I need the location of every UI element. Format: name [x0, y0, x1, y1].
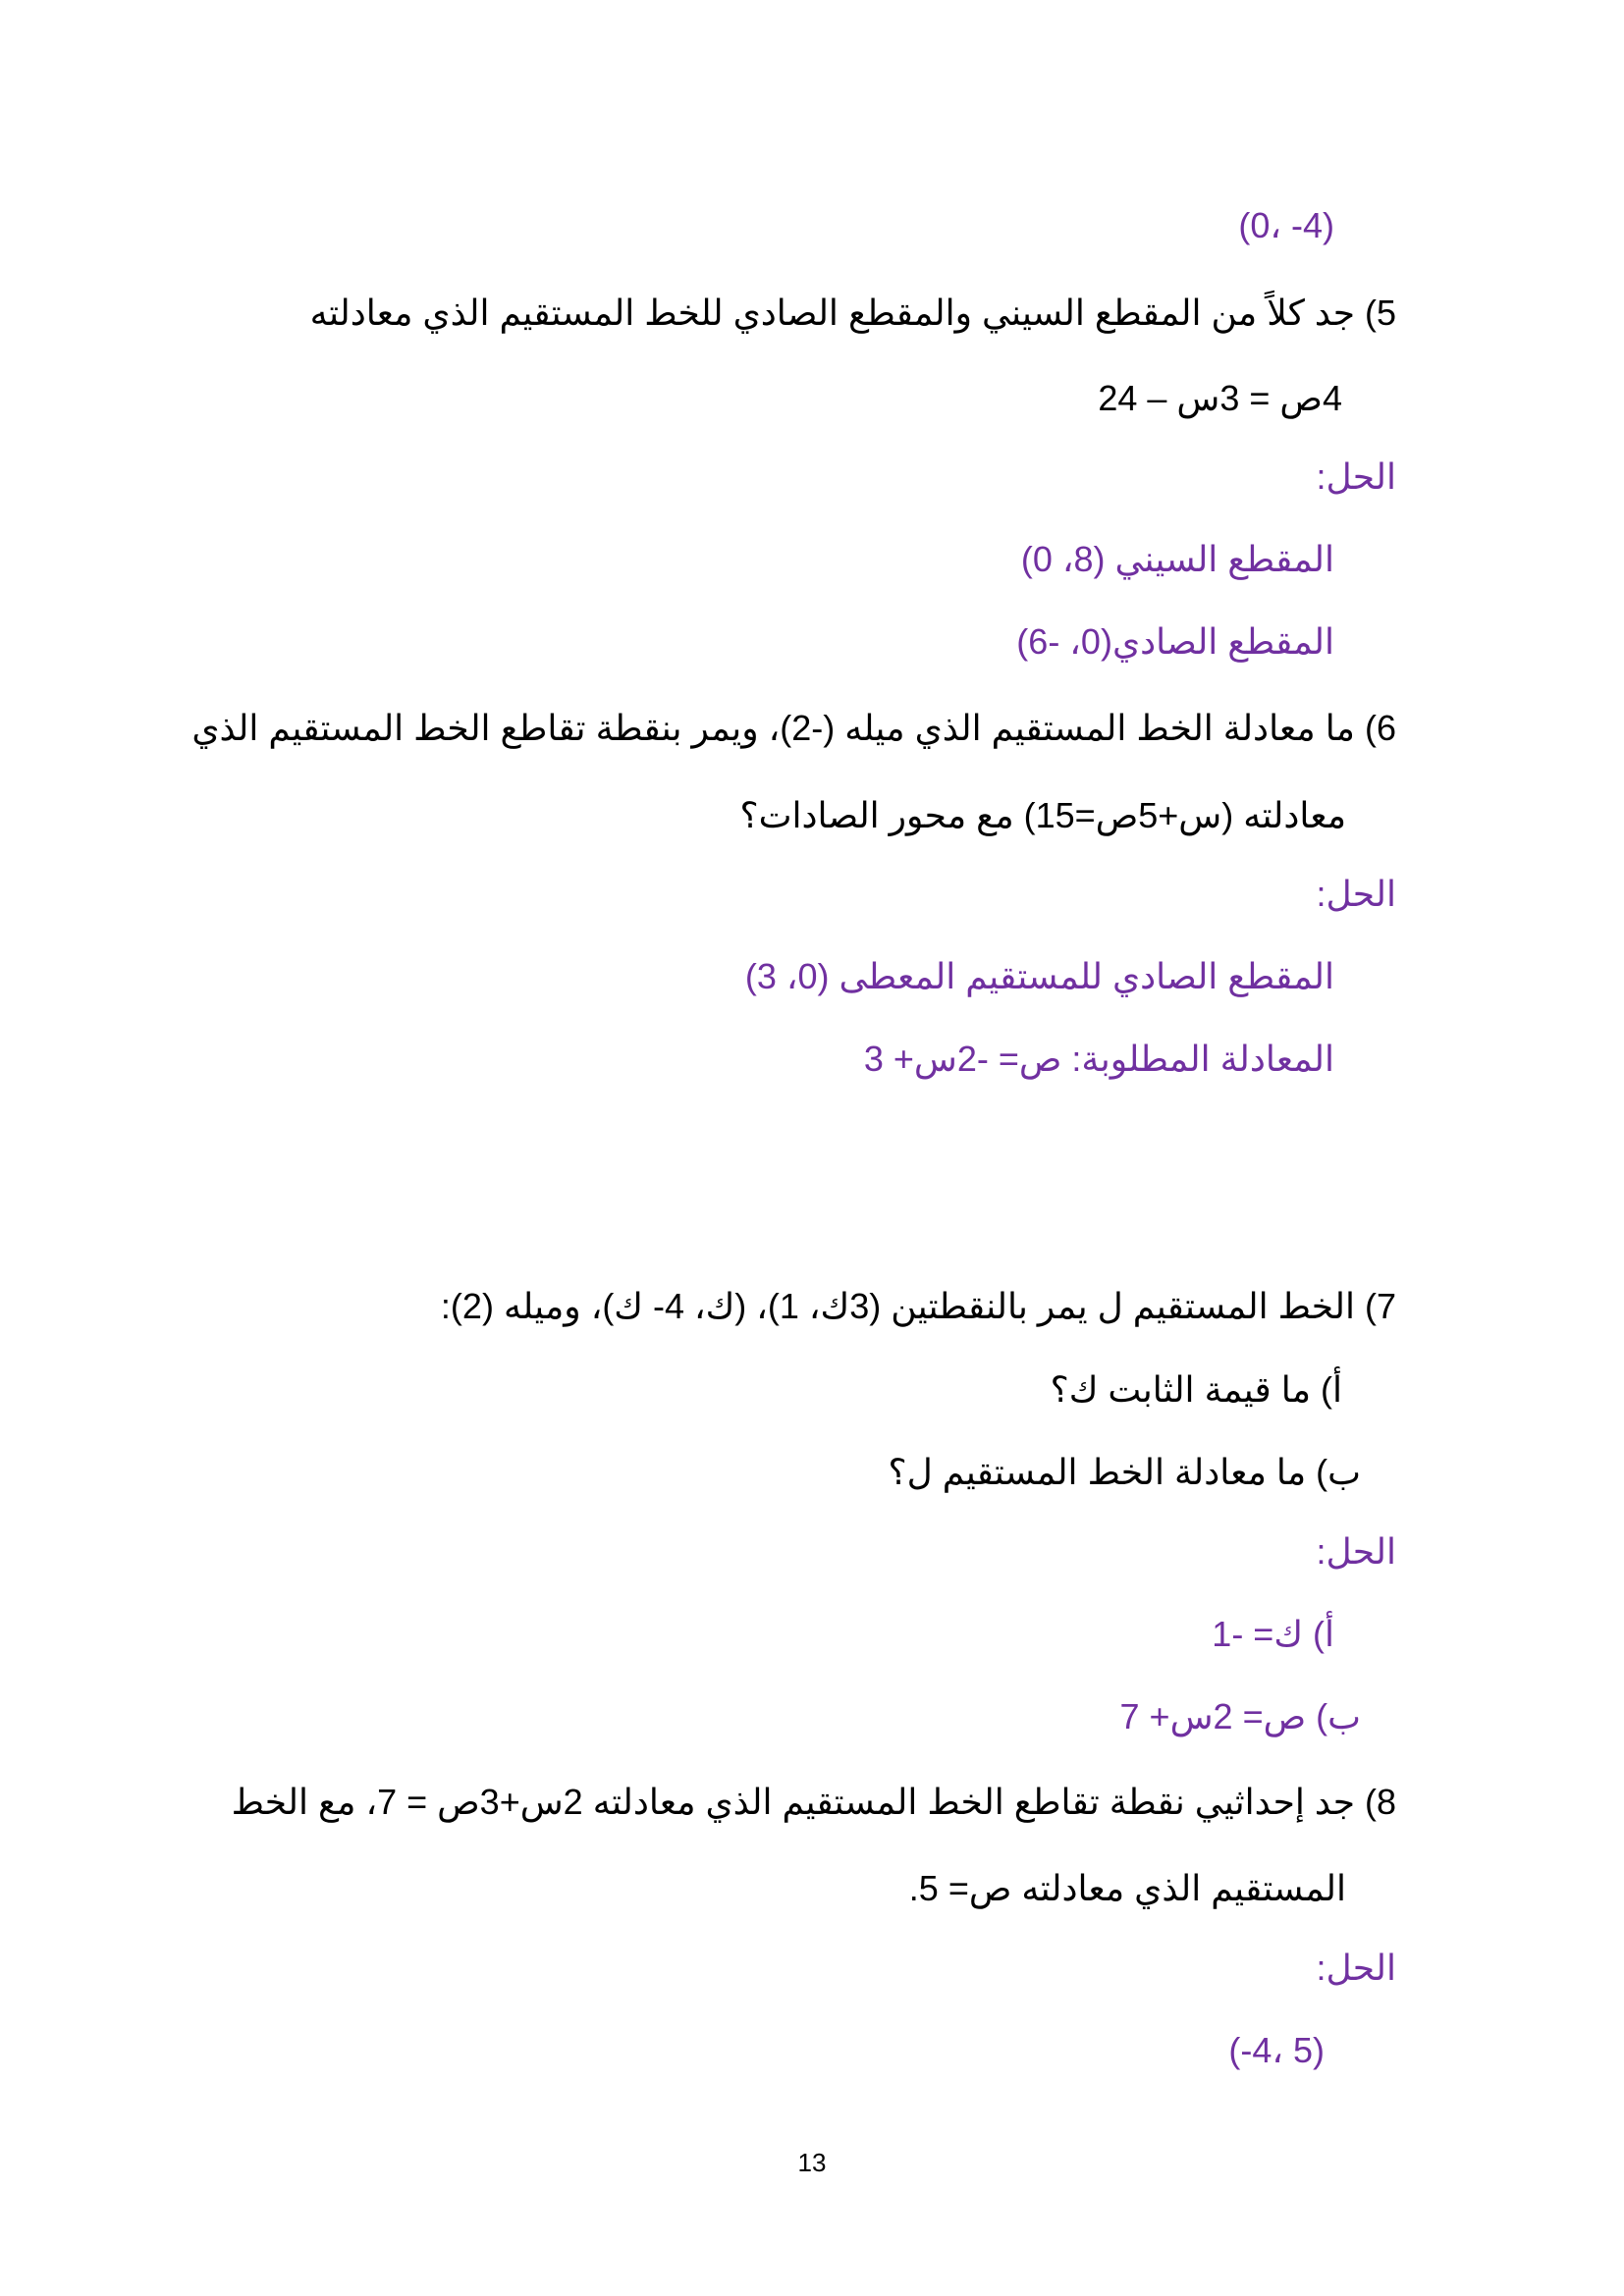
question-7-line-1: 7) الخط المستقيم ل يمر بالنقطتين (3ك، 1)، (ك، 4- ك)، وميله (2):: [440, 1286, 1396, 1326]
question-5-answer-1: المقطع السيني (8، 0): [1020, 539, 1334, 579]
question-7-part-b: ب) ما معادلة الخط المستقيم ل؟: [888, 1452, 1361, 1492]
question-8-line-2: المستقيم الذي معادلته ص= 5.: [908, 1868, 1346, 1908]
question-6-answer-2: المعادلة المطلوبة: ص= -2س+ 3: [863, 1039, 1334, 1079]
question-6-line-2: معادلته (س+5ص=15) مع محور الصادات؟: [739, 795, 1346, 835]
question-8-solution-label: الحل:: [1316, 1948, 1396, 1988]
question-8-line-1: 8) جد إحداثيي نقطة تقاطع الخط المستقيم الذي معادلته 2س+3ص = 7، مع الخط: [231, 1782, 1396, 1822]
question-5-answer-2: المقطع الصادي(0، -6): [1016, 621, 1334, 662]
question-8-answer: (-4، 5): [1228, 2030, 1325, 2070]
question-5-line-1: 5) جد كلاً من المقطع السيني والمقطع الصادي للخط المستقيم الذي معادلته: [309, 293, 1396, 333]
question-6-line-1: 6) ما معادلة الخط المستقيم الذي ميله (-2)، ويمر بنقطة تقاطع الخط المستقيم الذي: [191, 708, 1396, 748]
question-6-solution-label: الحل:: [1316, 874, 1396, 914]
question-7-solution-label: الحل:: [1316, 1531, 1396, 1572]
question-7-answer-b: ب) ص= 2س+ 7: [1119, 1696, 1361, 1736]
question-6-answer-1: المقطع الصادي للمستقيم المعطى (0، 3): [744, 956, 1334, 996]
question-5-solution-label: الحل:: [1316, 456, 1396, 497]
question-7-part-a: أ) ما قيمة الثابت ك؟: [1050, 1369, 1342, 1410]
question-7-answer-a: أ) ك= -1: [1212, 1614, 1334, 1654]
question-5-line-2: 4ص = 3س – 24: [1098, 378, 1342, 418]
page-number: 13: [797, 2148, 827, 2177]
answer-prev-question: (0، -4): [1238, 205, 1334, 245]
